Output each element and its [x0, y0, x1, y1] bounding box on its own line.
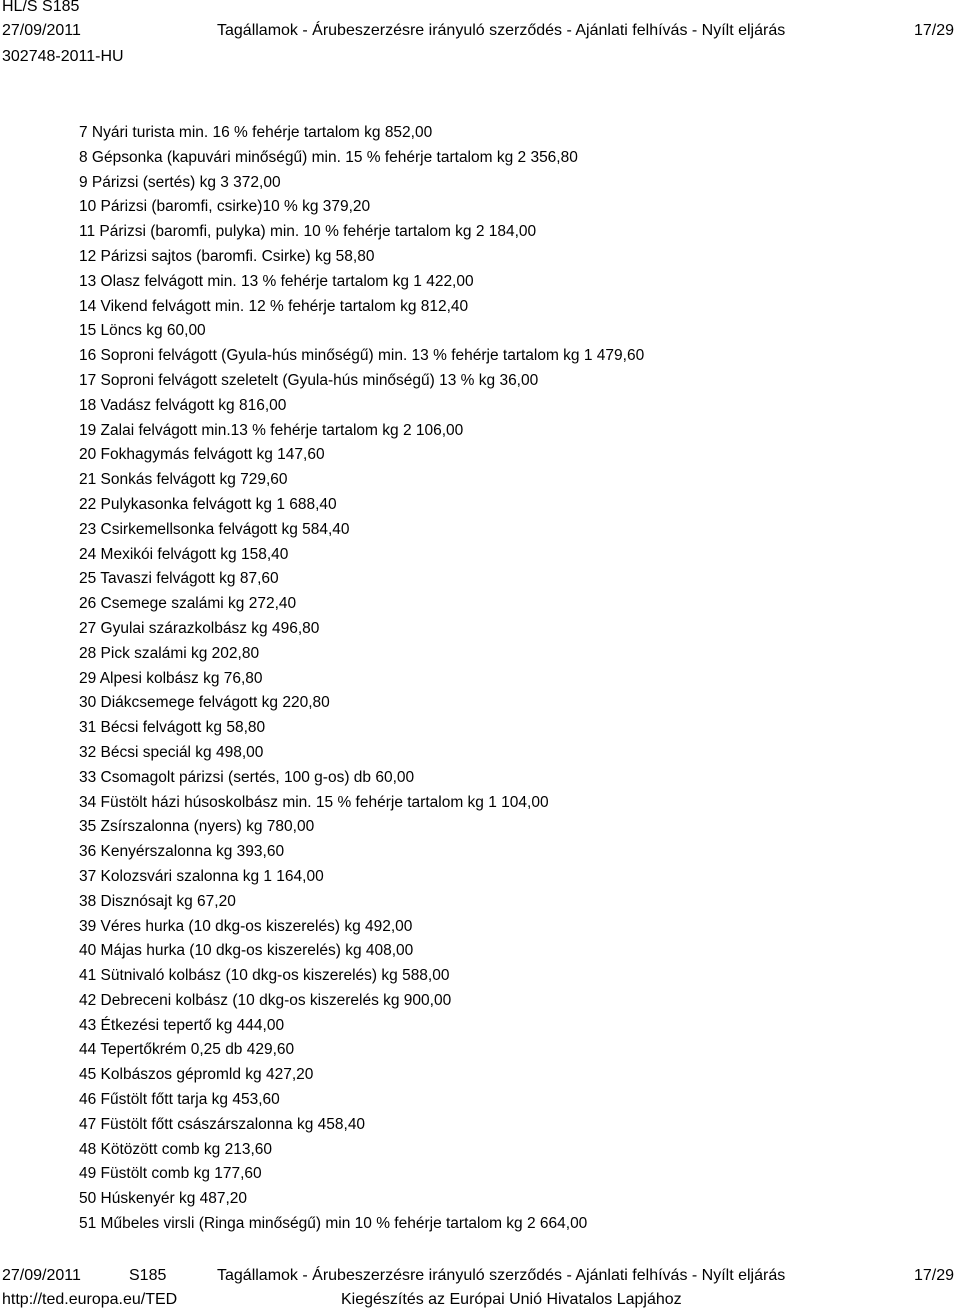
footer-date: 27/09/2011 [2, 1267, 81, 1284]
list-item: 33 Csomagolt párizsi (sertés, 100 g-os) db 60,00 [79, 768, 415, 786]
list-item: 45 Kolbászos gépromld kg 427,20 [79, 1066, 314, 1084]
list-item: 12 Párizsi sajtos (baromfi. Csirke) kg 58,80 [79, 247, 375, 265]
list-item: 38 Disznósajt kg 67,20 [79, 892, 236, 910]
list-item: 13 Olasz felvágott min. 13 % fehérje tartalom kg 1 422,00 [79, 272, 474, 290]
list-item: 18 Vadász felvágott kg 816,00 [79, 396, 287, 414]
list-item: 48 Kötözött comb kg 213,60 [79, 1140, 273, 1158]
list-item: 37 Kolozsvári szalonna kg 1 164,00 [79, 867, 324, 885]
list-item: 7 Nyári turista min. 16 % fehérje tartalom kg 852,00 [79, 124, 433, 141]
list-item: 42 Debreceni kolbász (10 dkg-os kiszerelés kg 900,00 [79, 991, 452, 1009]
list-item: 31 Bécsi felvágott kg 58,80 [79, 719, 266, 737]
list-item: 46 Fűstölt főtt tarja kg 453,60 [79, 1091, 280, 1109]
list-item: 41 Sütnivaló kolbász (10 dkg-os kiszerelés) kg 588,00 [79, 967, 450, 985]
list-item: 17 Soproni felvágott szeletelt (Gyula-hús minőségű) 13 % kg 36,00 [79, 371, 539, 389]
list-item: 9 Párizsi (sertés) kg 3 372,00 [79, 173, 281, 191]
item-list [79, 121, 644, 1237]
list-item: 34 Füstölt házi húsoskolbász min. 15 % fehérje tartalom kg 1 104,00 [79, 793, 549, 811]
list-item: 27 Gyulai szárazkolbász kg 496,80 [79, 619, 320, 637]
list-item: 22 Pulykasonka felvágott kg 1 688,40 [79, 495, 337, 513]
list-item: 21 Sonkás felvágott kg 729,60 [79, 471, 288, 489]
list-item: 10 Párizsi (baromfi, csirke)10 % kg 379,20 [79, 198, 371, 216]
list-item: 11 Párizsi (baromfi, pulyka) min. 10 % fehérje tartalom kg 2 184,00 [79, 223, 537, 241]
list-item: 14 Vikend felvágott min. 12 % fehérje tartalom kg 812,40 [79, 297, 469, 315]
list-item: 24 Mexikói felvágott kg 158,40 [79, 545, 289, 563]
list-item: 32 Bécsi speciál kg 498,00 [79, 743, 264, 761]
list-item: 49 Füstölt comb kg 177,60 [79, 1165, 262, 1183]
list-item: 43 Étkezési tepertő kg 444,00 [79, 1016, 285, 1034]
list-item: 44 Tepertőkrém 0,25 db 429,60 [79, 1041, 295, 1059]
list-item: 25 Tavaszi felvágott kg 87,60 [79, 570, 279, 588]
list-item: 39 Véres hurka (10 dkg-os kiszerelés) kg 492,00 [79, 917, 413, 935]
list-item: 15 Löncs kg 60,00 [79, 322, 206, 340]
header-page-number: 17/29 [914, 22, 955, 39]
footer-title: Tagállamok - Árubeszerzésre irányuló szerződés - Ajánlati felhívás - Nyílt eljárás [217, 1267, 786, 1284]
list-item: 28 Pick szalámi kg 202,80 [79, 644, 260, 662]
footer-url-link[interactable]: http://ted.europa.eu/TED [2, 1291, 178, 1308]
list-item: 36 Kenyérszalonna kg 393,60 [79, 843, 285, 861]
footer-series: S185 [129, 1267, 167, 1284]
list-item: 50 Húskenyér kg 487,20 [79, 1190, 248, 1208]
list-item: 16 Soproni felvágott (Gyula-hús minőségű) min. 13 % fehérje tartalom kg 1 479,60 [79, 347, 645, 365]
header-date: 27/09/2011 [2, 22, 81, 39]
footer-supplement: Kiegészítés az Európai Unió Hivatalos Lapjához [341, 1291, 682, 1308]
list-item: 35 Zsírszalonna (nyers) kg 780,00 [79, 818, 315, 836]
footer-page-number: 17/29 [914, 1267, 955, 1284]
list-item: 29 Alpesi kolbász kg 76,80 [79, 669, 263, 687]
list-item: 19 Zalai felvágott min.13 % fehérje tartalom kg 2 106,00 [79, 421, 464, 439]
header-title: Tagállamok - Árubeszerzésre irányuló szerződés - Ajánlati felhívás - Nyílt eljárás [217, 22, 786, 39]
list-item: 30 Diákcsemege felvágott kg 220,80 [79, 694, 330, 712]
list-item: 40 Májas hurka (10 dkg-os kiszerelés) kg 408,00 [79, 942, 414, 960]
list-item: 23 Csirkemellsonka felvágott kg 584,40 [79, 520, 350, 538]
list-item: 51 Műbeles virsli (Ringa minőségű) min 10 % fehérje tartalom kg 2 664,00 [79, 1215, 588, 1233]
doc-code: HL/S S185 [2, 0, 80, 15]
list-item: 26 Csemege szalámi kg 272,40 [79, 595, 297, 613]
list-item: 20 Fokhagymás felvágott kg 147,60 [79, 446, 325, 464]
list-item: 8 Gépsonka (kapuvári minőségű) min. 15 % fehérje tartalom kg 2 356,80 [79, 148, 578, 166]
header-reference: 302748-2011-HU [2, 48, 124, 65]
list-item: 47 Füstölt főtt császárszalonna kg 458,40 [79, 1115, 366, 1133]
